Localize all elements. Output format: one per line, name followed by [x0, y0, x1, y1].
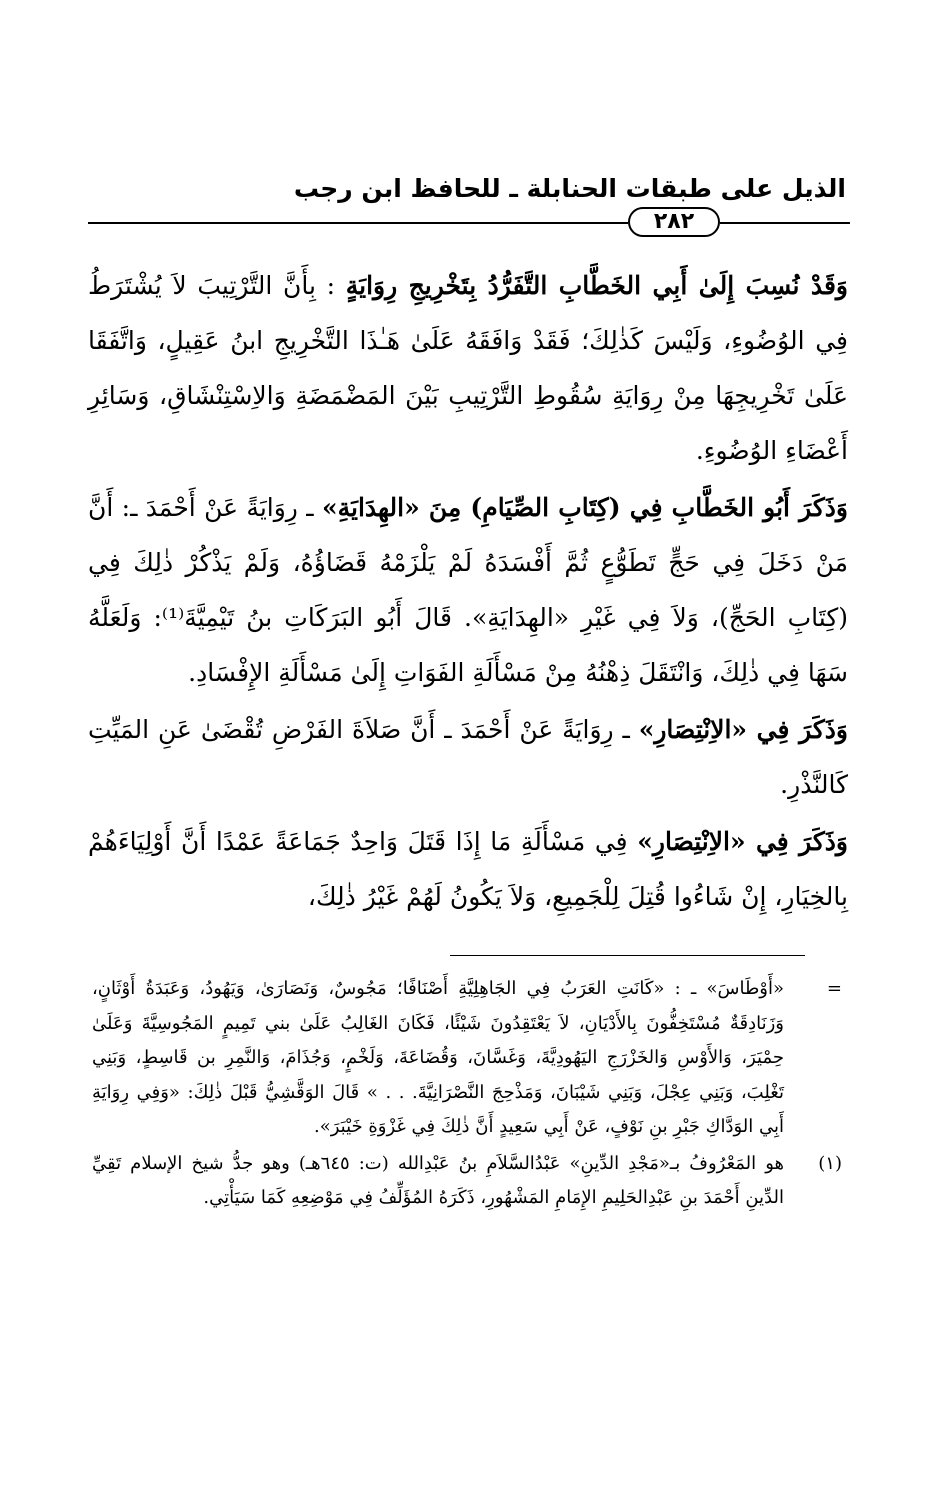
- paragraph-body: ـ رِوَايَةً عَنْ أَحْمَدَ ـ: أَنَّ مَنْ دَخَلَ فِي حَجٍّ تَطَوُّعٍ ثُمَّ أَفْسَدَهُ لَمْ يَلْزَمْهُ قَضَاؤُهُ، وَلَمْ يَذْكُرْ ذٰلِكَ فِي (كِتَابِ الحَجِّ)، وَلاَ فِي غَيْرِ «الهِدَايَةِ». قَالَ أَبُو البَرَكَاتِ بنُ تَيْمِيَّةَ⁽¹⁾: وَلَعَلَّهُ سَهَا فِي ذٰلِكَ، وَانْتَقَلَ ذِهْنُهُ مِنْ مَسْأَلَةِ الفَوَاتِ إِلَىٰ مَسْأَلَةِ الإِفْسَادِ.: [88, 493, 848, 687]
- main-text: [88, 258, 848, 924]
- running-header-title: الذيل على طبقات الحنابلة ـ للحافظ ابن رجب: [293, 174, 846, 203]
- footnotes: [92, 972, 842, 1216]
- footnote-separator: [450, 955, 805, 956]
- paragraph-body: : بِأَنَّ التَّرْتِيبَ لاَ يُشْتَرَطُ فِي الوُضُوءِ، وَلَيْسَ كَذٰلِكَ؛ فَقَدْ وَافَقَهُ عَلَىٰ هَـٰذَا التَّخْرِيجِ ابنُ عَقِيلٍ، وَاتَّفَقَا عَلَىٰ تَخْرِيجِهَا مِنْ رِوَايَةِ سُقُوطِ التَّرْتِيبِ بَيْنَ المَضْمَضَةِ وَالاِسْتِنْشَاقِ، وَسَائِرِ أَعْضَاءِ الوُضُوءِ.: [88, 271, 848, 465]
- paragraph-lead: وَذَكَرَ أَبُو الخَطَّابِ فِي (كِتَابِ الصِّيَامِ) مِنَ «الهِدَايَةِ»: [321, 493, 848, 522]
- footnote-text: هو المَعْرُوفُ بـ«مَجْدِ الدِّينِ» عَبْدُالسَّلاَمِ بنُ عَبْدِالله (ت: ٦٤٥هـ) وهو جدُّ شيخ الإسلام تَقِيِّ الدِّينِ أَحْمَدَ بنِ عَبْدِالحَلِيمِ الإِمَامِ المَشْهُورِ، ذَكَرَهُ المُؤَلِّفُ فِي مَوْضِعِهِ كَمَا سَيَأْتِي.: [92, 1152, 784, 1208]
- footnote-text: «أَوْطَاسَ» ـ : «كَانَتِ العَرَبُ فِي الجَاهِلِيَّةِ أَصْنَافًا؛ مَجُوسٌ، وَنَصَارَىٰ، وَيَهُودُ، وَعَبَدَةُ أَوْثَانٍ، وَزَنَادِقَةٌ مُسْتَخِفُّونَ بِالأَدْيَانِ، لاَ يَعْتَقِدُونَ شَيْئًا، فَكَانَ الغَالِبُ عَلَىٰ بني تَمِيمٍ المَجُوسِيَّةَ وَعَلَىٰ حِمْيَرَ، وَالأَوْسِ وَالخَزْرَجِ اليَهُودِيَّةَ، وَغَسَّانَ، وَقُضَاعَةَ، وَلَخْمٍ، وَجُذَامَ، وَالنَّمِرِ بن قَاسِطٍ، وَبَنِي تَغْلِبَ، وَبَنِي عِجْلَ، وَبَنِي شَيْبَانَ، وَمَذْحِجَ النَّصْرَانِيَّةَ. . . » قَالَ الوَقَّشِيُّ قَبْلَ ذٰلِكَ: «وَفِي رِوَايَةِ أَبِي الوَدَّاكِ جَبْرِ بنِ نَوْفٍ، عَنْ أَبِي سَعِيدٍ أَنَّ ذٰلِكَ فِي غَزْوَةِ خَيْبَرَ».: [92, 978, 784, 1137]
- header-rule-left: [88, 222, 628, 224]
- paragraph: [88, 258, 848, 478]
- paragraph: [88, 814, 848, 924]
- page-number: ٢٨٢: [628, 207, 720, 237]
- header-rule-right: [720, 222, 850, 224]
- paragraph-body: فِي مَسْأَلَةِ مَا إِذَا قَتَلَ وَاحِدٌ جَمَاعَةً عَمْدًا أَنَّ أَوْلِيَاءَهُمْ بِالخِيَارِ، إِنْ شَاءُوا قُتِلَ لِلْجَمِيعِ، وَلاَ يَكُونُ لَهُمْ غَيْرُ ذٰلِكَ،: [88, 827, 848, 911]
- footnote: [92, 972, 842, 1145]
- footnote-marker: (١): [818, 1152, 842, 1174]
- paragraph-body: ـ رِوَايَةً عَنْ أَحْمَدَ ـ أَنَّ صَلاَةَ الفَرْضِ تُقْضَىٰ عَنِ المَيِّتِ كَالنَّذْرِ.: [88, 715, 848, 799]
- paragraph: [88, 480, 848, 700]
- footnote: [92, 1147, 842, 1216]
- footnote-marker: =: [826, 978, 842, 999]
- paragraph: [88, 702, 848, 812]
- paragraph-lead: وَذَكَرَ فِي «الاِنْتِصَارِ»: [637, 827, 848, 856]
- paragraph-lead: وَذَكَرَ فِي «الاِنْتِصَارِ»: [638, 715, 848, 744]
- paragraph-lead: وَقَدْ نُسِبَ إِلَىٰ أَبِي الخَطَّابِ التَّفَرُّدُ بِتَخْرِيجِ رِوَايَةٍ: [345, 271, 848, 300]
